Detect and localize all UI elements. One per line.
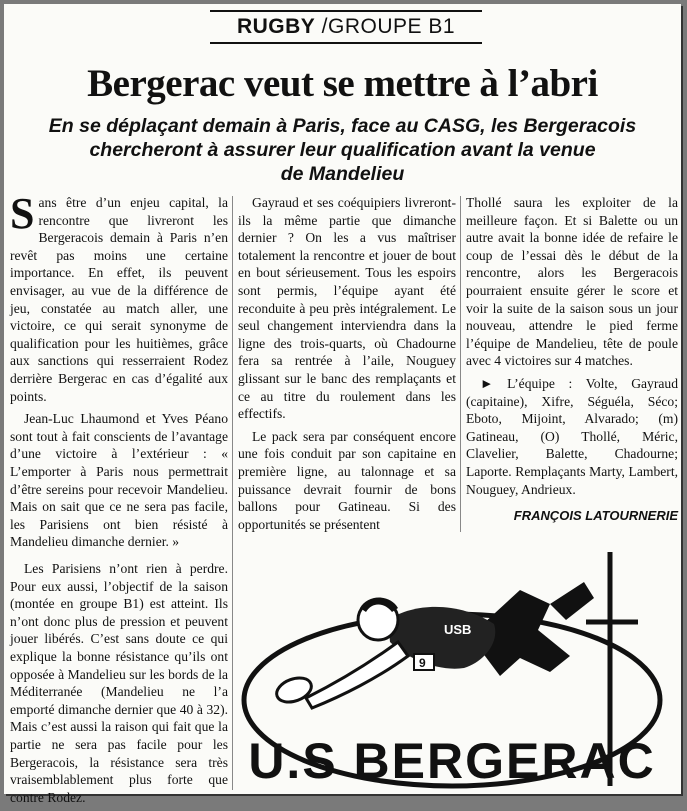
deck-line: chercheront à assurer leur qualification avant la venue [89,139,596,161]
article-column-1 [10,189,228,556]
jersey-lettering: USB [444,622,472,637]
section-name: RUGBY [236,15,316,38]
article-paragraph: Les Parisiens n’ont rien à perdre. Pour eux aussi, l’objectif de la saison (montée en groupe B1) est atteint. Ils n’ont donc plus de pression et peuvent jouer libérés. C’est sans doute ce qui explique la bonne résistance qu’ils ont opposée à Mandelieu sur les bords de la Méditerranée (Mandelieu ne l’a emporté dimanche dernier que 40 à 32). Mais c’est aussi la raison qui fait que la partie ne sera pas facile pour les Bergeracois, la résistance sera très vraisemblablement plus forte que contre Rodez. [10,561,228,805]
article-paragraph: Le pack sera par conséquent encore une fois conduit par son capitaine en première ligne, au talonnage et sa puissance devrait fournir de bons ballons pour Gatineau. Si des opportunités se présentent [238,428,456,532]
article-paragraph: Gayraud et ses coéquipiers livreront-ils la même partie que dimanche dernier ? On les a vus maîtriser totalement la rencontre et jouer de bout en bout sérieusement. Tous les espoirs sont permis, l’équipe ayant été reconduite à peu près intégralement. Le seul changement interviendra dans la ligne des trois-quarts, où Chadourne fera sa rentrée à l’aile, Nouguey glissant sur le banc des remplaçants et ce au titre du roulement dans les effectifs. [238,195,456,422]
author-signature: FRANÇOIS LATOURNERIE [513,508,678,523]
subsection-name: /GROUPE B1 [321,15,456,38]
section-rubric [210,10,482,44]
article-paragraph: Sans être d’un enjeu capital, la rencontre que livreront les Bergeracois demain à Paris n’en revêt pas moins une certaine importance. En effet, ils peuvent envisager, au vue de la différence de jeu, constatée au match aller, une victoire, ce qui serait synonyme de qualification pour les huitièmes, grâce aux sanctions qui resserraient Rodez derrière Bergerac en cas d’égalité aux points. [10,189,228,404]
deck-line: de Mandelieu [280,163,405,185]
club-logo [238,538,681,794]
article-column-2 [238,194,456,538]
article-column-1-bottom [10,560,228,811]
jersey-number: 9 [419,656,426,670]
newspaper-clipping [4,4,681,805]
column-divider [460,196,461,532]
team-lineup: ► L’équipe : Volte, Gayraud (capitaine), Xifre, Séguéla, Séco; Eboto, Mijoint, Alvarado; (m) Gatineau, (O) Thollé, Méric, Clavelier, Balette, Chadourne; Laporte. Remplaçants Marty, Lambert, Nouguey, Andrieux. [466,375,678,497]
rugby-player-logo-icon [238,538,681,794]
headline: Bergerac veut se mettre à l’abri [87,62,598,105]
dropcap: S [10,189,35,238]
article-paragraph: Thollé saura les exploiter de la meilleure façon. Et si Balette ou un autre avait la bonne idée de refaire le coup de l’essai dès le début de la rencontre, alors les Bergeracois pourraient ensuite gérer le score et voir la suite de la saison sous un jour nouveau, attendre le pied ferme l’équipe de Mandelieu, tête de poule avec 4 victoires sur 4 matches. [466,195,678,369]
column-divider [232,196,233,790]
deck-line: En se déplaçant demain à Paris, face au CASG, les Bergeracois [48,115,637,137]
article-paragraph: Jean-Luc Lhaumond et Yves Péano sont tout à fait conscients de l’avantage d’une victoire à l’extérieur : « L’emporter à Paris nous permettrait d’être sereins pour recevoir Mandelieu. Mais on sait que ce ne sera pas facile, les Parisiens ont bien résisté à Mandelieu dimanche dernier. » [10,411,228,550]
club-name: U.S BERGERAC [248,733,656,789]
article-column-3 [466,194,678,503]
deck [4,114,681,186]
